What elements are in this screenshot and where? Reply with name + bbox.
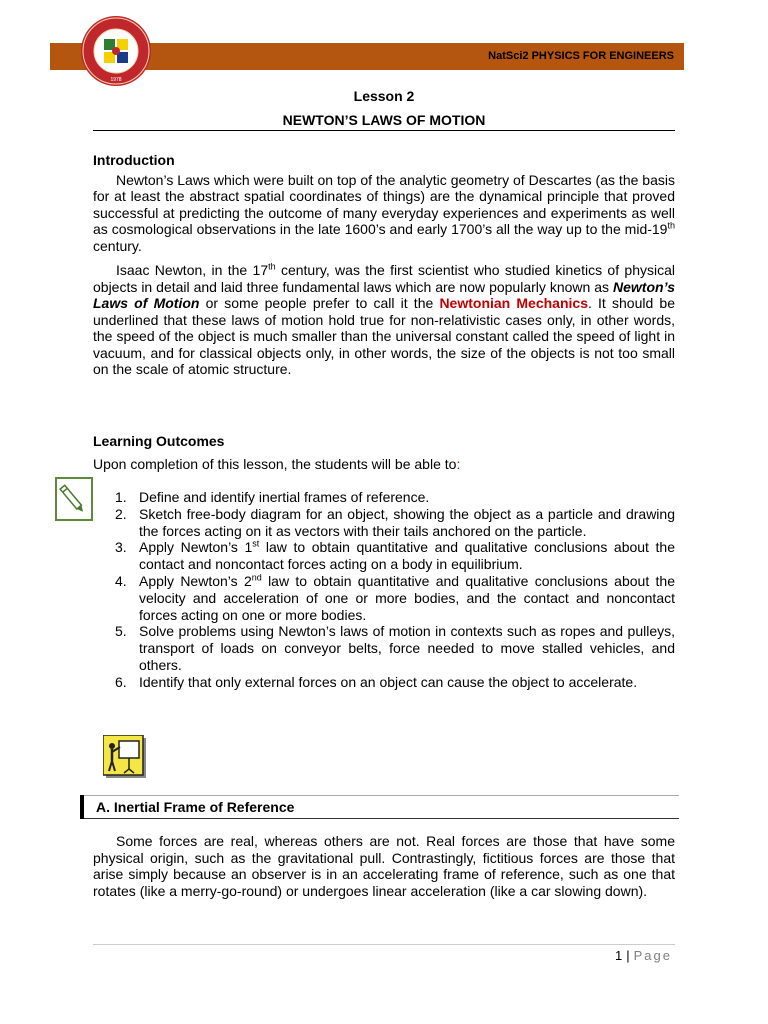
section-a-header xyxy=(80,795,679,819)
outcome-number: 2. xyxy=(115,505,127,522)
outcome-item: 3. Apply Newton’s 1st law to obtain quantitative and qualitative conclusions about the contact and noncontact forces acting on a body in equilibrium. xyxy=(115,538,675,573)
learning-outcomes-heading: Learning Outcomes xyxy=(93,433,225,449)
intro-paragraph-1: Newton’s Laws which were built on top of the analytic geometry of Descartes (as the basis for at least the abstract spatial coordinates of things) are the dynamical principle that proved successful at predicting the outcome of many everyday experiences and experiments as well as cosmological observations in the late 1600’s and early 1700’s all the way up to the mid-19th century. xyxy=(93,171,675,254)
outcome-number: 3. xyxy=(115,539,127,556)
footer-separator: | xyxy=(626,948,630,963)
outcome-number: 6. xyxy=(115,673,127,690)
page-word: Page xyxy=(633,948,672,963)
section-a-paragraph-1: Some forces are real, whereas others are not. Real forces are those that have some physical origin, such as the gravitational pull. Contrastingly, fictitious forces are those that arise simply because an observer is in an accelerating frame of reference, such as one that rotates (like a merry-go-round) or undergoes linear acceleration (like a car slowing down). xyxy=(93,833,675,899)
title-rule xyxy=(93,130,675,131)
outcome-number: 5. xyxy=(115,623,127,640)
section-a-body xyxy=(93,833,675,899)
outcome-number: 1. xyxy=(115,489,127,505)
outcome-item: 2. Sketch free-body diagram for an object, showing the object as a particle and drawing the forces acting on it as vectors with their tails anchored on the particle. xyxy=(115,505,675,539)
page-footer xyxy=(615,948,672,963)
lesson-title: NEWTON’S LAWS OF MOTION xyxy=(282,112,486,128)
course-title: NatSci2 PHYSICS FOR ENGINEERS xyxy=(488,50,674,62)
introduction-heading: Introduction xyxy=(93,152,175,168)
outcome-item: 4. Apply Newton’s 2nd law to obtain quantitative and qualitative conclusions about the velocity and acceleration of one or more bodies, and the contact and noncontact forces acting on one or more bodies. xyxy=(115,572,675,623)
outcome-number: 4. xyxy=(115,572,127,589)
pencil-paper-icon xyxy=(55,477,93,521)
newtonian-mechanics-term: Newtonian Mechanics xyxy=(439,295,588,311)
intro-paragraph-2: Isaac Newton, in the 17th century, was the first scientist who studied kinetics of physical objects in detail and laid three fundamental laws which are now popularly known as Newton’s Laws of Motion or some people prefer to call it the Newtonian Mechanics. It should be underlined that these laws of motion hold true for non-relativistic cases only, in other words, the speed of the object is much smaller than the universal constant called the speed of light in vacuum, and for classical objects only, in other words, the size of the objects is not too small on the scale of atomic structure. xyxy=(93,261,676,377)
outcomes-list xyxy=(93,489,675,691)
introduction-section xyxy=(93,152,675,378)
page-number: 1 xyxy=(615,948,623,963)
section-a-heading: A. Inertial Frame of Reference xyxy=(96,799,295,815)
university-seal-logo xyxy=(80,15,152,87)
outcome-item: 5. Solve problems using Newton’s laws of motion in contexts such as ropes and pulleys, transport of loads on conveyor belts, force needed to move stalled vehicles, and others. xyxy=(115,623,675,673)
lesson-number: Lesson 2 xyxy=(353,88,415,104)
newtons-laws-emphasis: Newton’s Laws of Motion xyxy=(93,278,675,311)
learning-outcomes-section xyxy=(93,433,675,691)
outcome-item: 1. Define and identify inertial frames of reference. xyxy=(115,489,430,505)
seal-year: 1978 xyxy=(110,77,122,83)
outcomes-lead: Upon completion of this lesson, the students will be able to: xyxy=(93,455,461,472)
footer-rule xyxy=(93,944,675,945)
outcome-item: 6. Identify that only external forces on an object can cause the object to accelerate. xyxy=(115,673,638,690)
teacher-board-icon xyxy=(103,735,147,779)
